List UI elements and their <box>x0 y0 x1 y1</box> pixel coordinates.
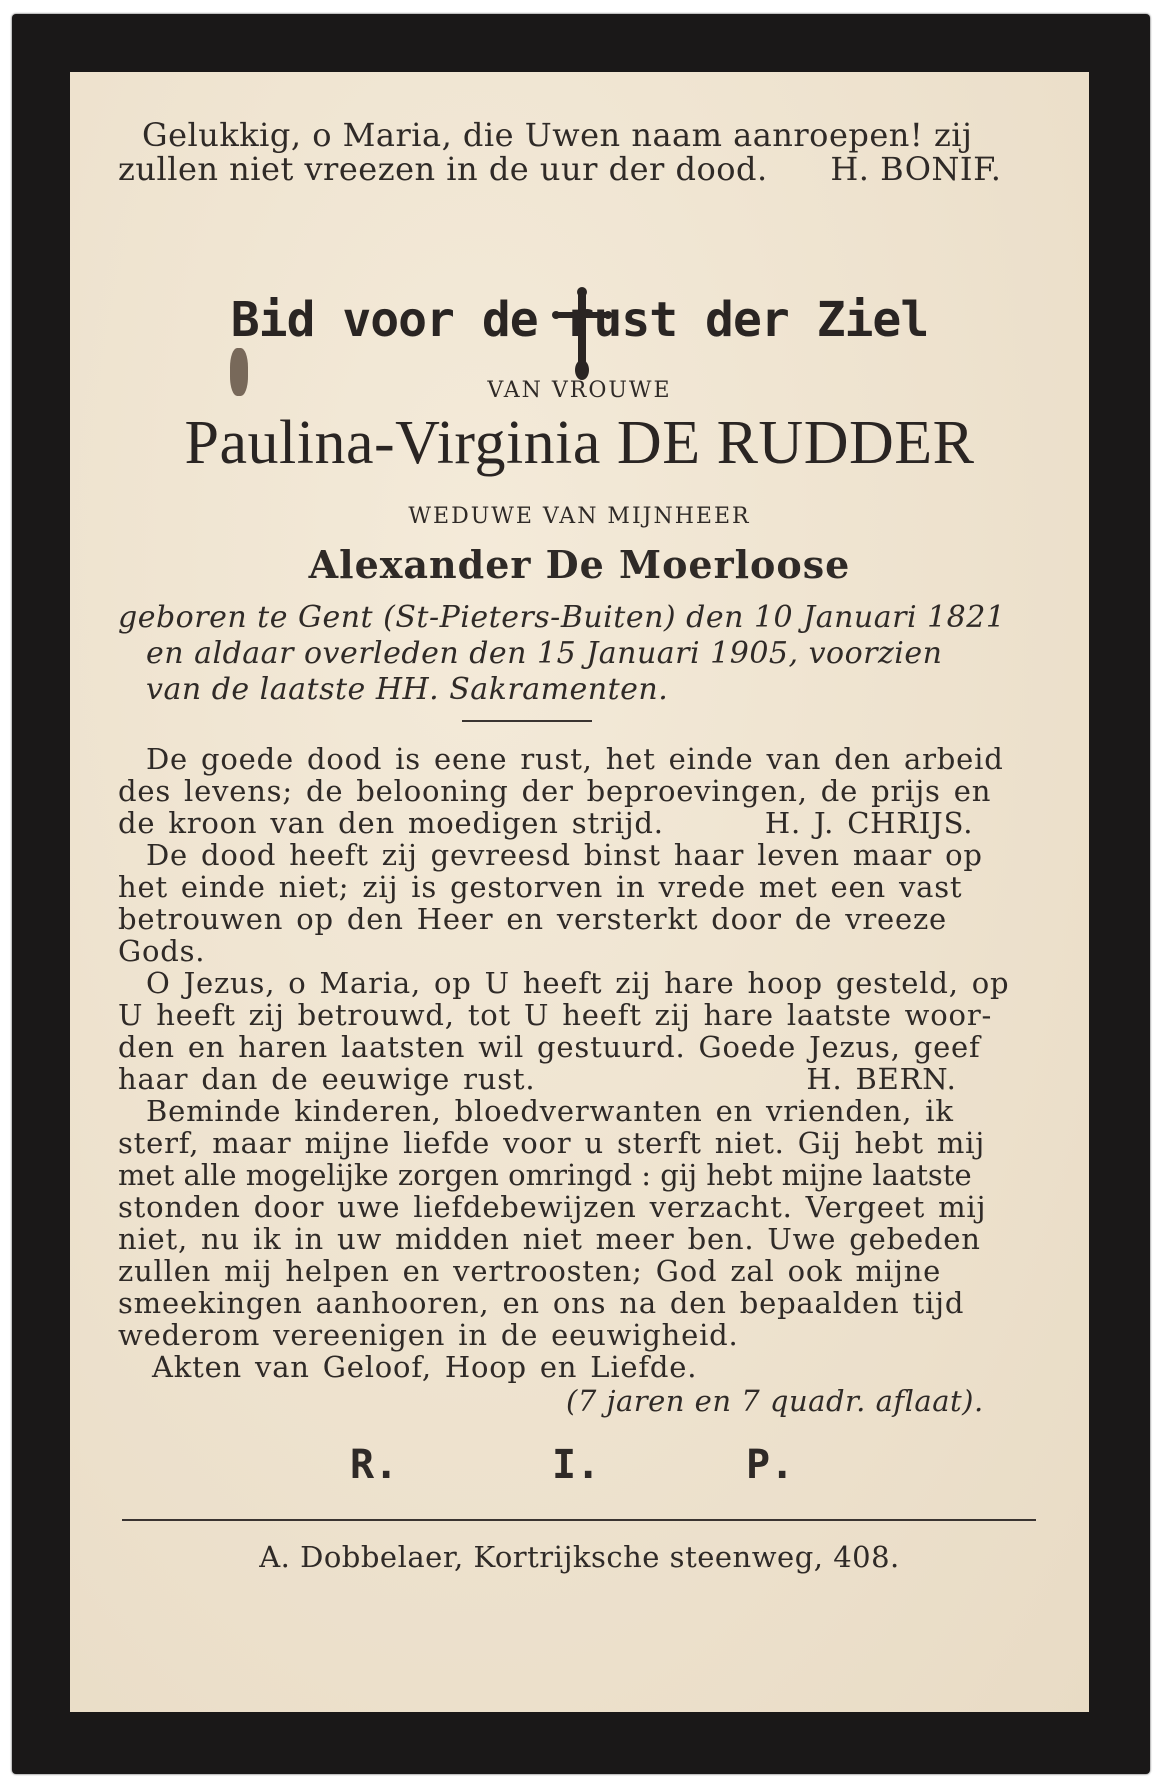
paragraph2-line2: het einde niet; zij is gestorven in vrede met een vast <box>118 870 963 904</box>
paragraph2-line4: Gods. <box>118 934 206 968</box>
rip-r: R. <box>350 1442 399 1488</box>
paragraph2-line1: De dood heeft zij gevreesd binst haar leven maar op <box>146 838 983 872</box>
paragraph4-line2: sterf, maar mijne liefde voor u sterft niet. Gij hebt mij <box>118 1126 986 1160</box>
header-quote-text: zullen niet vreezen in de uur der dood. <box>118 150 768 188</box>
rip-i: I. <box>552 1442 601 1488</box>
paragraph4-line6: zullen mij helpen en vertroosten; God zal ook mijne <box>118 1254 942 1288</box>
paragraph2-line3: betrouwen op den Heer en versterkt door de vreeze <box>118 902 948 936</box>
paragraph1-line1: De goede dood is eene rust, het einde van den arbeid <box>146 742 1004 776</box>
husband-name: Alexander De Moerloose <box>308 542 851 587</box>
paragraph4-line1: Beminde kinderen, bloedverwanten en vrienden, ik <box>146 1094 954 1128</box>
header-quote-line1: Gelukkig, o Maria, die Uwen naam aanroepen! zij <box>142 116 973 154</box>
paragraph1-author: H. J. CHRIJS. <box>764 806 974 840</box>
paragraph3-line4 <box>118 1062 1137 1096</box>
indulgence-line: (7 jaren en 7 quadr. aflaat). <box>566 1384 984 1418</box>
card-title: Bid voor de rust der Ziel <box>230 292 929 348</box>
paragraph3-line2: U heeft zij betrouwd, tot U heeft zij hare laatste woor- <box>118 998 993 1032</box>
printer-line: A. Dobbelaer, Kortrijksche steenweg, 408. <box>259 1540 900 1574</box>
paragraph4-line4: stonden door uwe liefdebewijzen verzacht. Vergeet mij <box>118 1190 987 1224</box>
header-quote-author: H. BONIF. <box>830 150 1002 188</box>
paragraph4-line5: niet, nu ik in uw midden niet meer ben. Uwe gebeden <box>118 1222 981 1256</box>
paragraph1-line3 <box>118 806 1137 840</box>
rip-p: P. <box>746 1442 795 1488</box>
paragraph1-line2: des levens; de belooning der beproevingen, de prijs en <box>118 774 992 808</box>
widow-of-label: WEDUWE VAN MIJNHEER <box>408 504 751 529</box>
deceased-name: Paulina-Virginia DE RUDDER <box>184 409 975 477</box>
header-quote-line2 <box>118 150 1137 188</box>
memorial-card <box>12 14 1150 1774</box>
paragraph3-last-line: haar dan de eeuwige rust. <box>118 1062 536 1096</box>
card-paper <box>70 72 1089 1712</box>
paragraph3-line3: den en haren laatsten wil gestuurd. Goede Jezus, geef <box>118 1030 981 1064</box>
paragraph4-line3: met alle mogelijke zorgen omringd : gij hebt mijne laatste <box>118 1158 972 1192</box>
paragraph3-author: H. BERN. <box>806 1062 957 1096</box>
paragraph4-line7: smeekingen aanhooren, en ons na den bepaalden tijd <box>118 1286 965 1320</box>
divider-short <box>462 720 592 722</box>
birth-death-line2: en aldaar overleden den 15 Januari 1905, voorzien <box>146 636 943 671</box>
paragraph4-line8: wederom vereenigen in de eeuwigheid. <box>118 1318 739 1352</box>
birth-death-line1: geboren te Gent (St-Pieters-Buiten) den 10 Januari 1821 <box>118 600 1006 635</box>
paragraph1-last-line: de kroon van den moedigen strijd. <box>118 806 664 840</box>
acts-line: Akten van Geloof, Hoop en Liefde. <box>152 1350 698 1384</box>
paragraph3-line1: O Jezus, o Maria, op U heeft zij hare hoop gesteld, op <box>146 966 1010 1000</box>
van-vrouwe-label: VAN VROUWE <box>487 378 672 403</box>
divider-long <box>122 1519 1036 1521</box>
birth-death-line3: van de laatste HH. Sakramenten. <box>146 672 669 707</box>
